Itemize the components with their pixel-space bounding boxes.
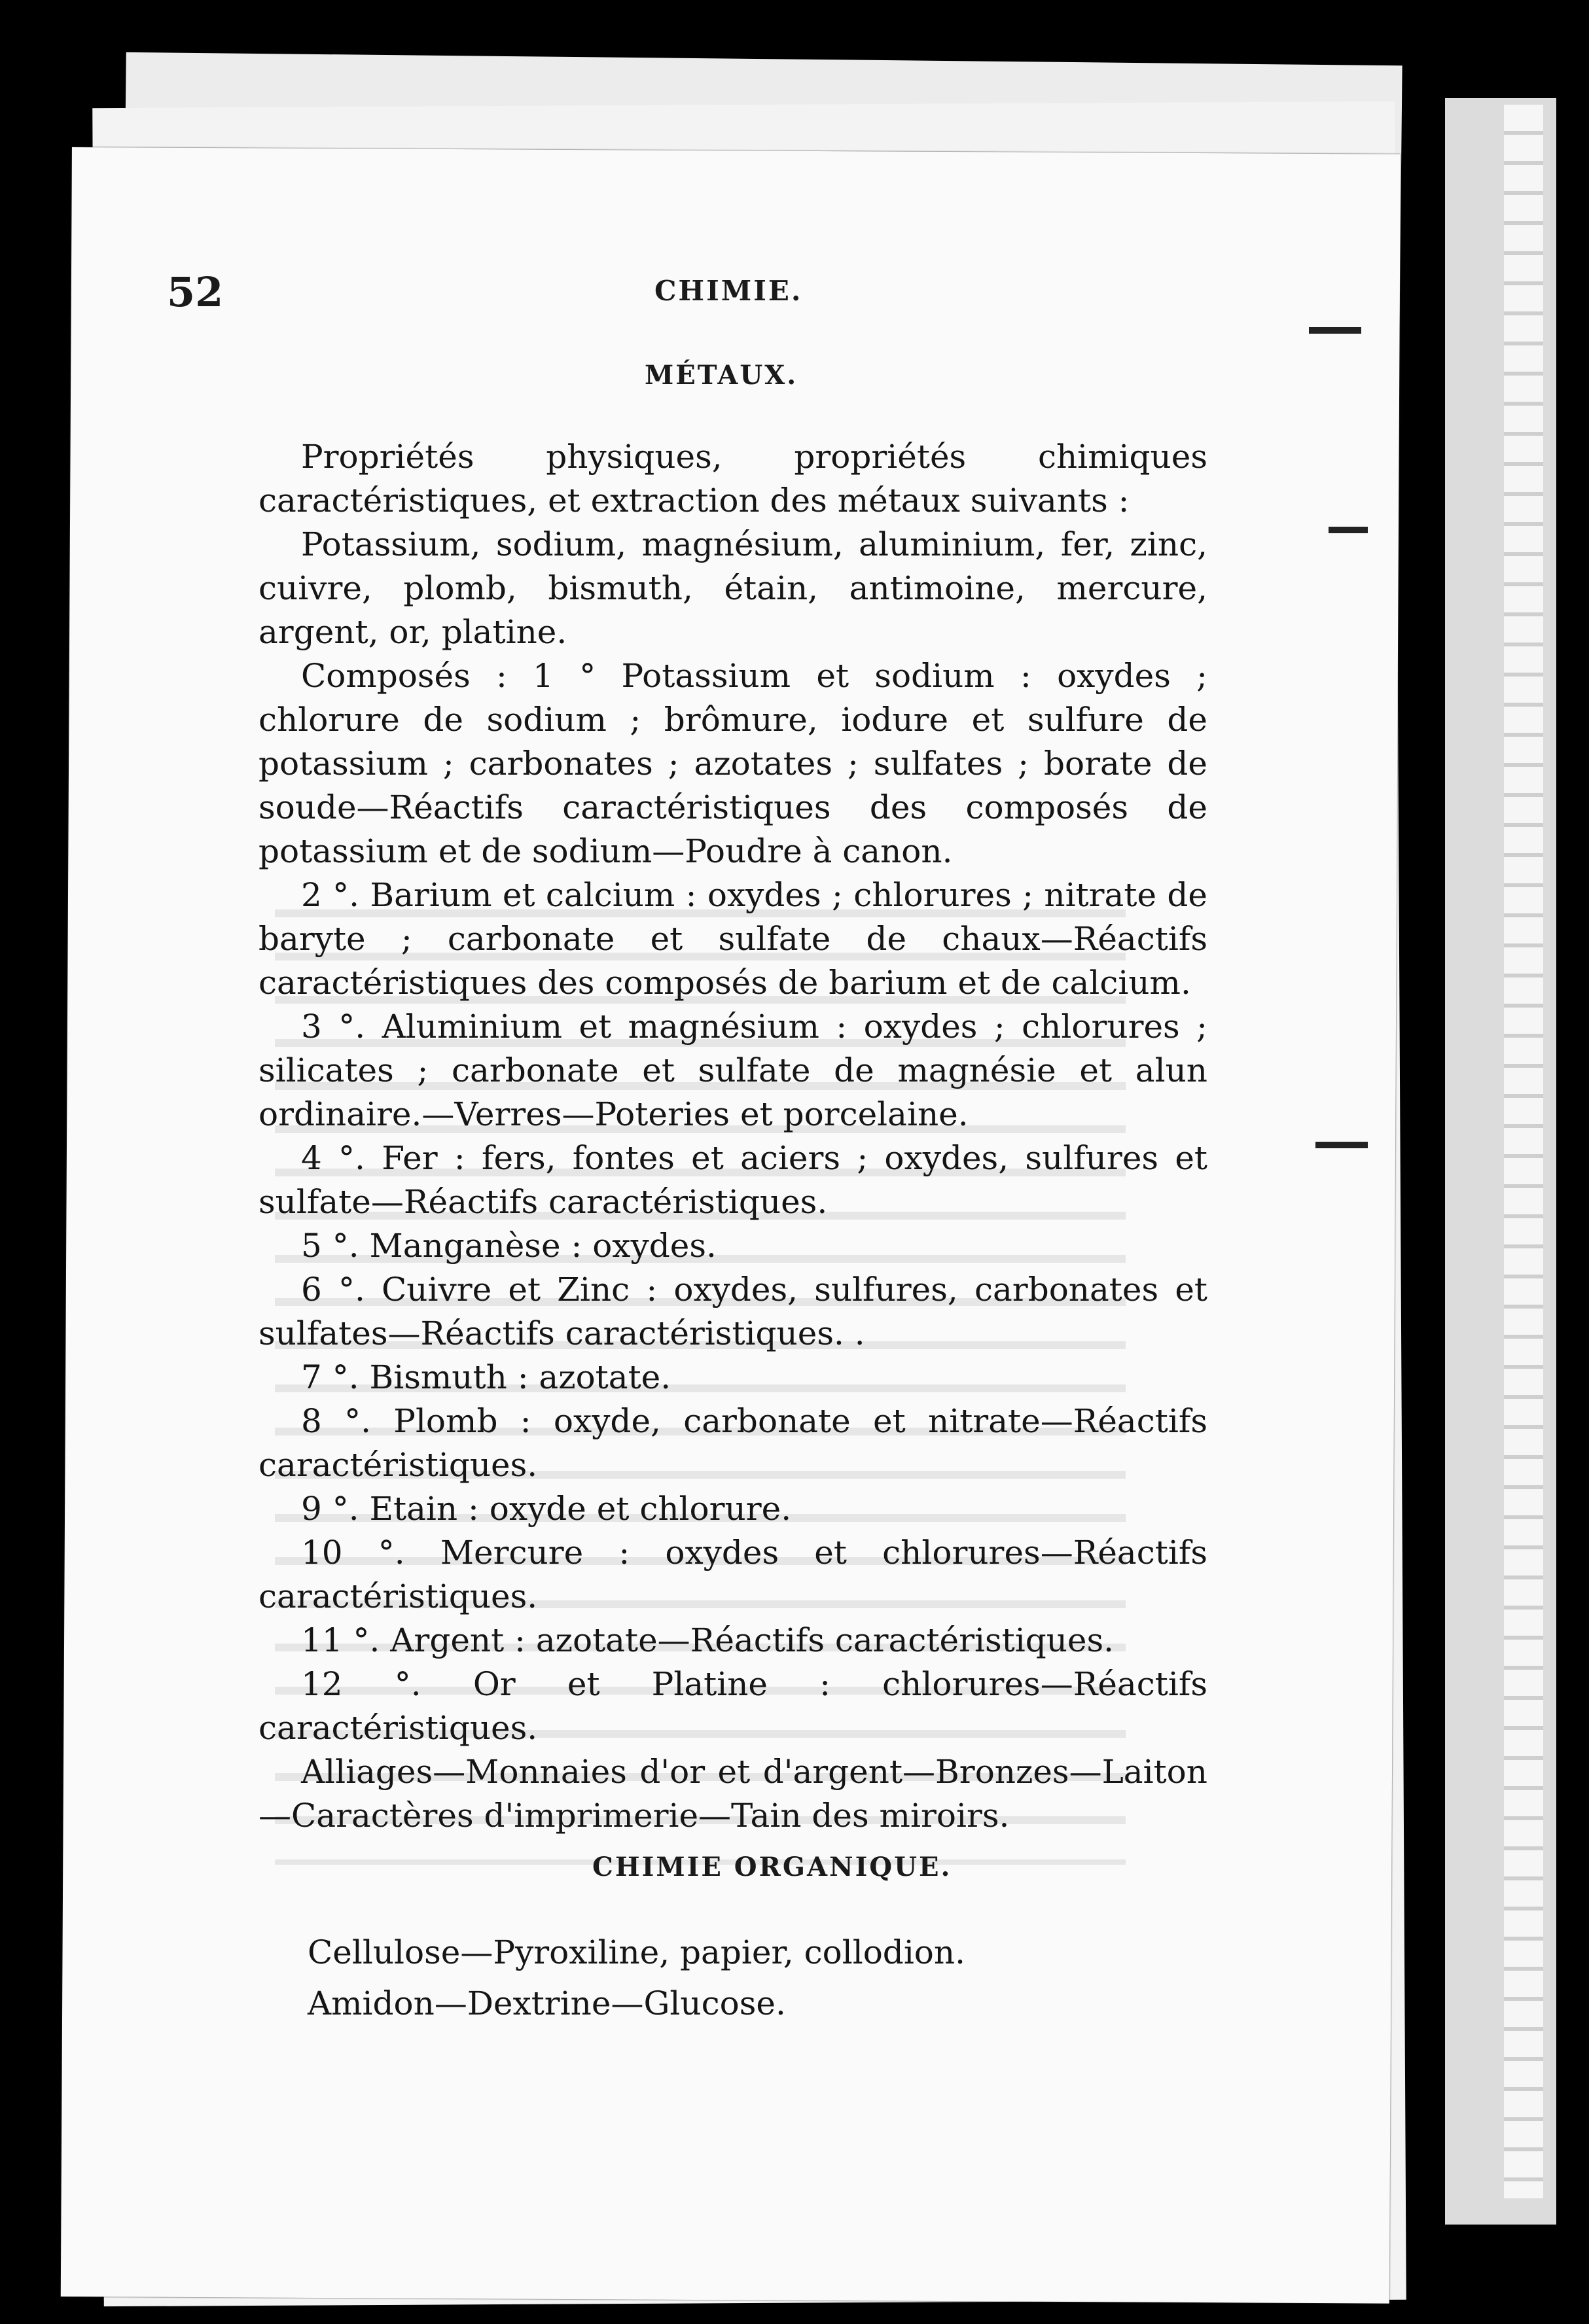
- body-text: [259, 435, 1207, 1838]
- section-title-organique: CHIMIE ORGANIQUE.: [592, 1852, 952, 1882]
- paragraph: 10 °. Mercure : oxydes et chlorures—Réactifs caractéristiques.: [259, 1534, 1207, 1615]
- running-head: CHIMIE.: [654, 275, 803, 307]
- paragraph: Potassium, sodium, magnésium, aluminium, fer, zinc, cuivre, plomb, bismuth, étain, antimoine, mercure, argent, or, platine.: [259, 525, 1207, 651]
- lower-text: [308, 1927, 1224, 2029]
- paragraph: 4 °. Fer : fers, fontes et aciers ; oxydes, sulfures et sulfate—Réactifs caractéristiques.: [259, 1139, 1207, 1221]
- page-edges: [1504, 105, 1543, 2198]
- paragraph: 3 °. Aluminium et magnésium : oxydes ; chlorures ; silicates ; carbonate et sulfate de magnésie et alun ordinaire.—Verres—Poteries et porcelaine.: [259, 1008, 1207, 1133]
- page-number: 52: [167, 268, 224, 316]
- paragraph: 6 °. Cuivre et Zinc : oxydes, sulfures, carbonates et sulfates—Réactifs caractéristiques. .: [259, 1271, 1207, 1352]
- section-title: MÉTAUX.: [645, 360, 798, 391]
- text-line: Cellulose—Pyroxiline, papier, collodion.: [308, 1933, 966, 1971]
- edge-mark: [1315, 1142, 1368, 1148]
- paragraph: 8 °. Plomb : oxyde, carbonate et nitrate—Réactifs caractéristiques.: [259, 1402, 1207, 1484]
- paragraph: Alliages—Monnaies d'or et d'argent—Bronzes—Laiton—Caractères d'imprimerie—Tain des miroirs.: [259, 1753, 1207, 1835]
- paragraph: 11 °. Argent : azotate—Réactifs caractéristiques.: [301, 1621, 1115, 1659]
- edge-mark: [1309, 327, 1361, 334]
- paragraph: Propriétés physiques, propriétés chimiques caractéristiques, et extraction des métaux suivants :: [259, 438, 1207, 519]
- edge-mark: [1329, 527, 1368, 533]
- text-line: Amidon—Dextrine—Glucose.: [308, 1984, 786, 2022]
- paragraph: 5 °. Manganèse : oxydes.: [301, 1227, 717, 1265]
- paragraph: 12 °. Or et Platine : chlorures—Réactifs caractéristiques.: [259, 1665, 1207, 1747]
- paragraph: Composés : 1 ° Potassium et sodium : oxydes ; chlorure de sodium ; brômure, iodure et sulfure de potassium ; carbonates ; azotates ; sulfates ; borate de soude—Réactifs caractéristiques des composés de potassium et de sodium—Poudre à canon.: [259, 657, 1207, 870]
- paragraph: 9 °. Etain : oxyde et chlorure.: [301, 1490, 792, 1528]
- paragraph: 7 °. Bismuth : azotate.: [301, 1358, 671, 1396]
- paragraph: 2 °. Barium et calcium : oxydes ; chlorures ; nitrate de baryte ; carbonate et sulfate de chaux—Réactifs caractéristiques des composés de barium et de calcium.: [259, 876, 1207, 1002]
